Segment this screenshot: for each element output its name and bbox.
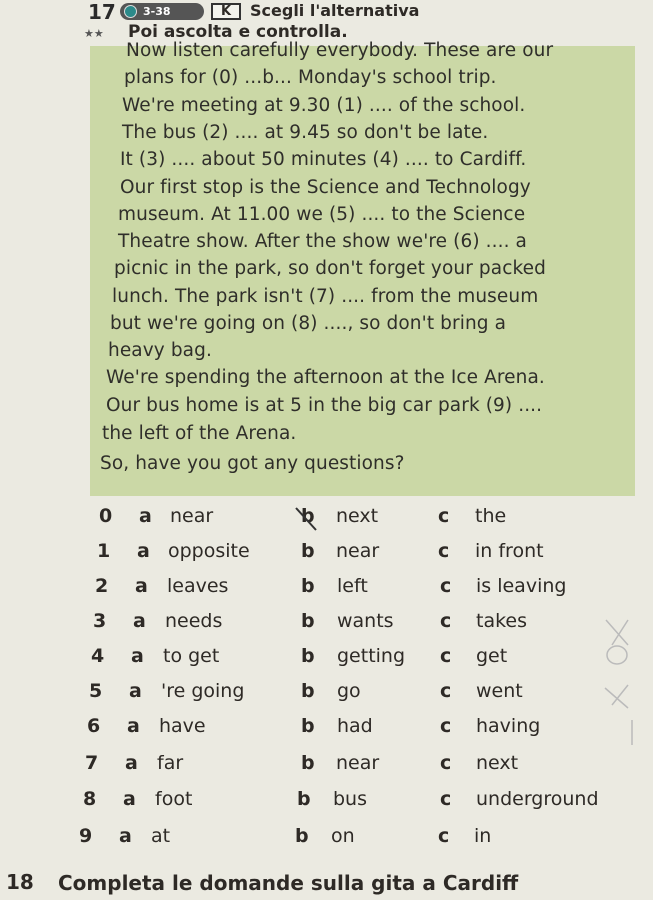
option-a: leaves <box>167 575 229 597</box>
passage-line: The bus (2) .... at 9.45 so don't be late. <box>122 122 489 143</box>
option-b: wants <box>337 610 394 632</box>
option-a: near <box>170 505 214 527</box>
option-b: near <box>336 540 380 562</box>
item-number: 6 <box>87 715 101 737</box>
passage-line: lunch. The park isn't (7) .... from the museum <box>112 286 539 307</box>
passage-line: Now listen carefully everybody. These are our <box>126 40 554 61</box>
option-c: get <box>476 645 508 667</box>
option-c-letter: c <box>438 825 450 847</box>
option-a-letter: a <box>131 645 144 667</box>
passage-line: picnic in the park, so don't forget your packed <box>114 258 546 279</box>
option-b: had <box>337 715 373 737</box>
option-b: on <box>331 825 355 847</box>
option-c-letter: c <box>440 680 452 702</box>
option-c-letter: c <box>440 575 452 597</box>
passage-line: plans for (0) ...b... Monday's school trip. <box>124 67 497 88</box>
option-a: far <box>157 752 184 774</box>
exercise-number: 17 <box>88 0 116 24</box>
option-a: needs <box>165 610 223 632</box>
option-c-letter: c <box>440 610 452 632</box>
item-number: 3 <box>93 610 107 632</box>
passage-line: Our bus home is at 5 in the big car park (9) .... <box>106 395 543 416</box>
passage-line: Our first stop is the Science and Technology <box>120 177 531 198</box>
option-b: getting <box>337 645 406 667</box>
check-mark-icon <box>296 508 316 530</box>
option-c-letter: c <box>440 715 452 737</box>
option-c: the <box>475 505 507 527</box>
option-a: at <box>151 825 171 847</box>
option-a: foot <box>155 788 193 810</box>
pencil-circle-icon <box>607 646 627 664</box>
option-a: have <box>159 715 206 737</box>
pencil-mark-icon <box>606 620 628 645</box>
pencil-mark-icon <box>605 685 628 708</box>
exercise-number: 18 <box>6 870 34 894</box>
passage-line: We're meeting at 9.30 (1) .... of the school. <box>122 95 526 116</box>
option-c: next <box>476 752 519 774</box>
option-b: next <box>336 505 379 527</box>
item-number: 2 <box>95 575 109 597</box>
option-b: go <box>337 680 361 702</box>
option-b-letter: b <box>301 752 315 774</box>
item-number: 9 <box>79 825 93 847</box>
option-b-letter: b <box>301 610 315 632</box>
option-c-letter: c <box>438 540 450 562</box>
option-c: in front <box>475 540 544 562</box>
option-c: having <box>476 715 541 737</box>
passage-line: museum. At 11.00 we (5) .... to the Science <box>118 204 526 225</box>
option-a-letter: a <box>119 825 132 847</box>
option-b: near <box>336 752 380 774</box>
option-a: 're going <box>161 680 245 702</box>
item-number: 4 <box>91 645 105 667</box>
passage-line: but we're going on (8) ...., so don't bring a <box>110 313 507 334</box>
item-number: 7 <box>85 752 99 774</box>
option-b-letter: b <box>297 788 311 810</box>
section-letter: K <box>211 3 241 20</box>
item-number: 8 <box>83 788 97 810</box>
passage-line: heavy bag. <box>108 340 212 361</box>
exercise-title: Scegli l'alternativa <box>250 1 420 20</box>
passage-line: It (3) .... about 50 minutes (4) .... to Cardiff. <box>120 149 527 170</box>
item-number: 5 <box>89 680 103 702</box>
option-b-letter: b <box>301 715 315 737</box>
item-number: 1 <box>97 540 111 562</box>
option-c: is leaving <box>476 575 567 597</box>
option-a-letter: a <box>125 752 138 774</box>
option-a: to get <box>163 645 220 667</box>
passage-line: the left of the Arena. <box>102 423 297 444</box>
passage-line: Theatre show. After the show we're (6) .... a <box>118 231 527 252</box>
option-a-letter: a <box>135 575 148 597</box>
track-number: 3-38 <box>143 5 171 18</box>
exercise-instruction: Poi ascolta e controlla. <box>128 22 348 42</box>
option-a-letter: a <box>137 540 150 562</box>
option-c: in <box>474 825 492 847</box>
option-c-letter: c <box>438 505 450 527</box>
option-b-letter: b <box>295 825 309 847</box>
option-c: underground <box>476 788 599 810</box>
option-c: takes <box>476 610 528 632</box>
passage-line: We're spending the afternoon at the Ice Arena. <box>106 367 545 388</box>
option-a-letter: a <box>139 505 152 527</box>
difficulty-stars: ★★ <box>84 27 104 40</box>
option-b-letter: b <box>301 505 315 527</box>
option-c-letter: c <box>440 752 452 774</box>
option-c-letter: c <box>440 788 452 810</box>
option-a-letter: a <box>123 788 136 810</box>
next-exercise-header <box>0 868 653 900</box>
option-a-letter: a <box>133 610 146 632</box>
option-a: opposite <box>168 540 250 562</box>
option-b-letter: b <box>301 540 315 562</box>
option-b: bus <box>333 788 368 810</box>
option-a-letter: a <box>129 680 142 702</box>
option-a-letter: a <box>127 715 140 737</box>
option-b-letter: b <box>301 680 315 702</box>
option-c: went <box>476 680 523 702</box>
option-b-letter: b <box>301 575 315 597</box>
item-number: 0 <box>99 505 113 527</box>
option-b-letter: b <box>301 645 315 667</box>
option-b: left <box>337 575 368 597</box>
option-c-letter: c <box>440 645 452 667</box>
passage-line: So, have you got any questions? <box>100 453 405 474</box>
exercise-title: Completa le domande sulla gita a Cardiff <box>58 871 519 895</box>
